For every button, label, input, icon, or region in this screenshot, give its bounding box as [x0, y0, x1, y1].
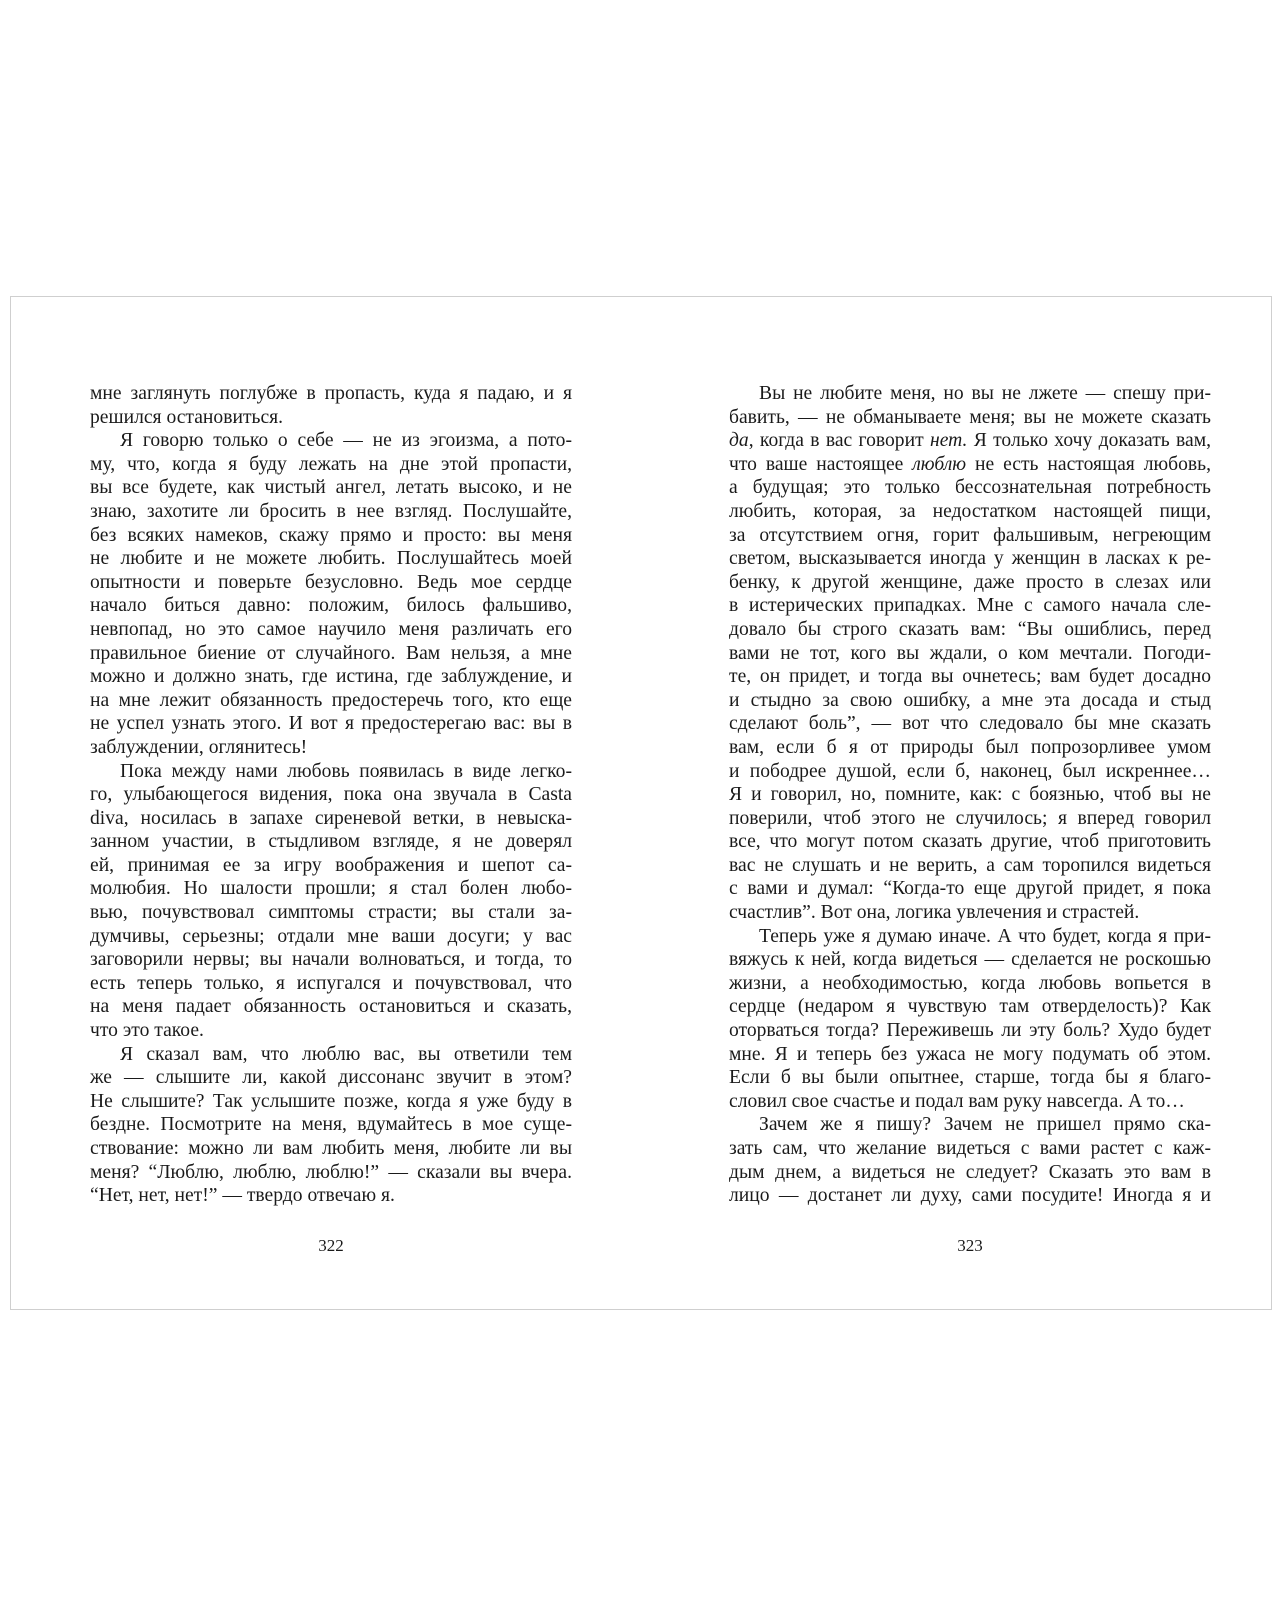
text-line: поверили, чтоб этого не случилось; я вперед говорил [729, 807, 1211, 829]
text-line: да, когда в вас говорит нет. Я только хочу доказать вам, [729, 430, 1212, 452]
text-line: жизни, а необходимостью, когда любовь вопьется в [729, 972, 1211, 994]
text-line: вам, если б я от природы был попрозорливее умом [729, 736, 1211, 758]
text-line: и пободрее душой, если б, наконец, был искреннее… [729, 760, 1211, 782]
text-line: ей, принимая ее за игру воображения и шепот са- [90, 854, 572, 876]
text-line: не успел узнать этого. И вот я предостерегаю вас: вы в [90, 713, 572, 735]
text-line: Я и говорил, но, помните, как: с боязнью, чтоб вы не [729, 784, 1211, 806]
text-line: дым днем, а видеться не следует? Сказать это вам в [729, 1161, 1211, 1183]
text-line: заблуждении, оглянитесь! [90, 736, 308, 758]
text-line: сделают боль”, — вот что следовало бы мне сказать [729, 713, 1211, 735]
text-line: словил свое счастье и подал вам руку навсегда. А то… [729, 1090, 1185, 1112]
text-line: довало бы строго сказать вам: “Вы ошиблись, перед [729, 618, 1211, 640]
text-line: мне. Я и теперь без ужаса не могу подумать об этом. [729, 1043, 1211, 1065]
text-line: и стыдно за свою ошибку, а мне эта досада и стыд [729, 689, 1211, 711]
text-line: знаю, захотите ли бросить в нее взгляд. Послушайте, [90, 500, 572, 522]
left-page-number: 322 [318, 1236, 344, 1255]
text-line: без всяких намеков, скажу прямо и просто: вы меня [90, 524, 572, 546]
text-line: сердце (недаром я чувствую там отверделость)? Как [729, 996, 1211, 1018]
text-line: лицо — достанет ли духу, сами посудите! Иногда я и [729, 1185, 1211, 1207]
text-line: го, улыбающегося видения, пока она звучала в Casta [90, 784, 572, 806]
text-line: зать сам, что желание видеться с вами растет с каж- [729, 1138, 1211, 1159]
text-line: Я сказал вам, что люблю вас, вы ответили тем [120, 1043, 572, 1065]
text-line: в истерических припадках. Мне с самого начала сле- [729, 595, 1211, 617]
text-line: Зачем же я пишу? Зачем не пришел прямо ска- [759, 1114, 1211, 1136]
text-line: не любите и не можете любить. Послушайтесь моей [90, 548, 572, 570]
text-line: вас не слушать и не верить, а сам торопился видеться [729, 854, 1211, 876]
text-line: на мне лежит обязанность предостеречь того, кто еще [90, 689, 572, 711]
left-page-text [90, 382, 572, 1208]
text-line: правильное биение от случайного. Вам нельзя, а мне [90, 642, 572, 664]
text-line: Теперь уже я думаю иначе. А что будет, когда я при- [759, 925, 1211, 947]
text-line: Вы не любите меня, но вы не лжете — спешу при- [759, 383, 1211, 404]
text-line: счастлив”. Вот она, логика увлечения и страстей. [729, 902, 1140, 924]
text-line: бездне. Посмотрите на меня, вдумайтесь в мое суще- [90, 1114, 572, 1136]
text-line: опытности и поверьте безусловно. Ведь мое сердце [90, 571, 572, 593]
text-line: бенку, к другой женщине, даже просто в слезах или [729, 571, 1211, 593]
text-line: “Нет, нет, нет!” — твердо отвечаю я. [90, 1185, 395, 1207]
text-line: заговорили нервы; вы начали волноваться, и тогда, то [90, 949, 572, 971]
book-spread [10, 296, 1272, 1310]
text-line: меня? “Люблю, люблю, люблю!” — сказали вы вчера. [90, 1161, 572, 1183]
text-line: начало биться давно: положим, билось фальшиво, [90, 595, 572, 617]
text-line: вью, почувствовал симптомы страсти; вы стали за- [90, 902, 572, 924]
text-line: те, он придет, и тогда вы очнетесь; вам будет досадно [729, 666, 1211, 688]
text-line: с вами и думал: “Когда-то еще другой придет, я пока [729, 878, 1211, 900]
text-line: му, что, когда я буду лежать на дне этой пропасти, [90, 453, 572, 475]
text-line: что это такое. [90, 1020, 204, 1042]
text-line: есть теперь только, я испугался и почувствовал, что [90, 972, 572, 994]
text-line: вами не тот, кого вы ждали, о ком мечтали. Погоди- [729, 642, 1211, 664]
text-line: на меня падает обязанность остановиться и сказать, [90, 996, 572, 1018]
text-line: вы все будете, как чистый ангел, летать высоко, и не [90, 477, 572, 499]
right-page-text [729, 382, 1211, 1208]
text-line: думчивы, серьезны; отдали мне ваши досуги; у вас [90, 925, 572, 947]
text-line: Пока между нами любовь появилась в виде легко- [120, 760, 572, 782]
text-line: Если б вы были опытнее, старше, тогда бы я благо- [729, 1067, 1211, 1089]
text-line: можно и должно знать, где истина, где заблуждение, и [90, 666, 572, 688]
text-line: все, что могут потом сказать другие, чтоб приготовить [729, 831, 1211, 853]
text-line: diva, носилась в запахе сиреневой ветки, в невыска- [90, 807, 572, 829]
text-line: невпопад, но это самое научило меня различать его [90, 618, 572, 640]
text-line: решился остановиться. [90, 406, 284, 428]
text-line: любить, которая, за недостатком настоящей пищи, [729, 500, 1211, 522]
text-line: светом, высказывается иногда у женщин в ласках к ре- [729, 548, 1211, 570]
text-line: оторваться тогда? Переживешь ли эту боль? Худо будет [729, 1020, 1211, 1042]
text-line: а будущая; это только бессознательная потребность [729, 477, 1211, 499]
text-line: что ваше настоящее люблю не есть настоящая любовь, [729, 453, 1211, 475]
text-line: за отсутствием огня, горит фальшивым, негреющим [729, 524, 1211, 546]
text-line: вяжусь к ней, когда видеться — сделается не роскошью [729, 949, 1211, 971]
text-line: Не слышите? Так услышите позже, когда я уже буду в [90, 1090, 572, 1112]
text-line: ствование: можно ли вам любить меня, любите ли вы [90, 1138, 572, 1159]
right-page-number: 323 [957, 1236, 983, 1255]
text-line: молюбия. Но шалости прошли; я стал болен любо- [90, 878, 572, 900]
text-line: занном участии, в стыдливом взгляде, я не доверял [90, 831, 572, 853]
text-line: Я говорю только о себе — не из эгоизма, а пото- [120, 430, 572, 452]
text-line: же — слышите ли, какой диссонанс звучит в этом? [90, 1067, 572, 1089]
text-line: мне заглянуть поглубже в пропасть, куда я падаю, и я [90, 383, 572, 404]
text-line: бавить, — не обманываете меня; вы не можете сказать [729, 406, 1211, 428]
